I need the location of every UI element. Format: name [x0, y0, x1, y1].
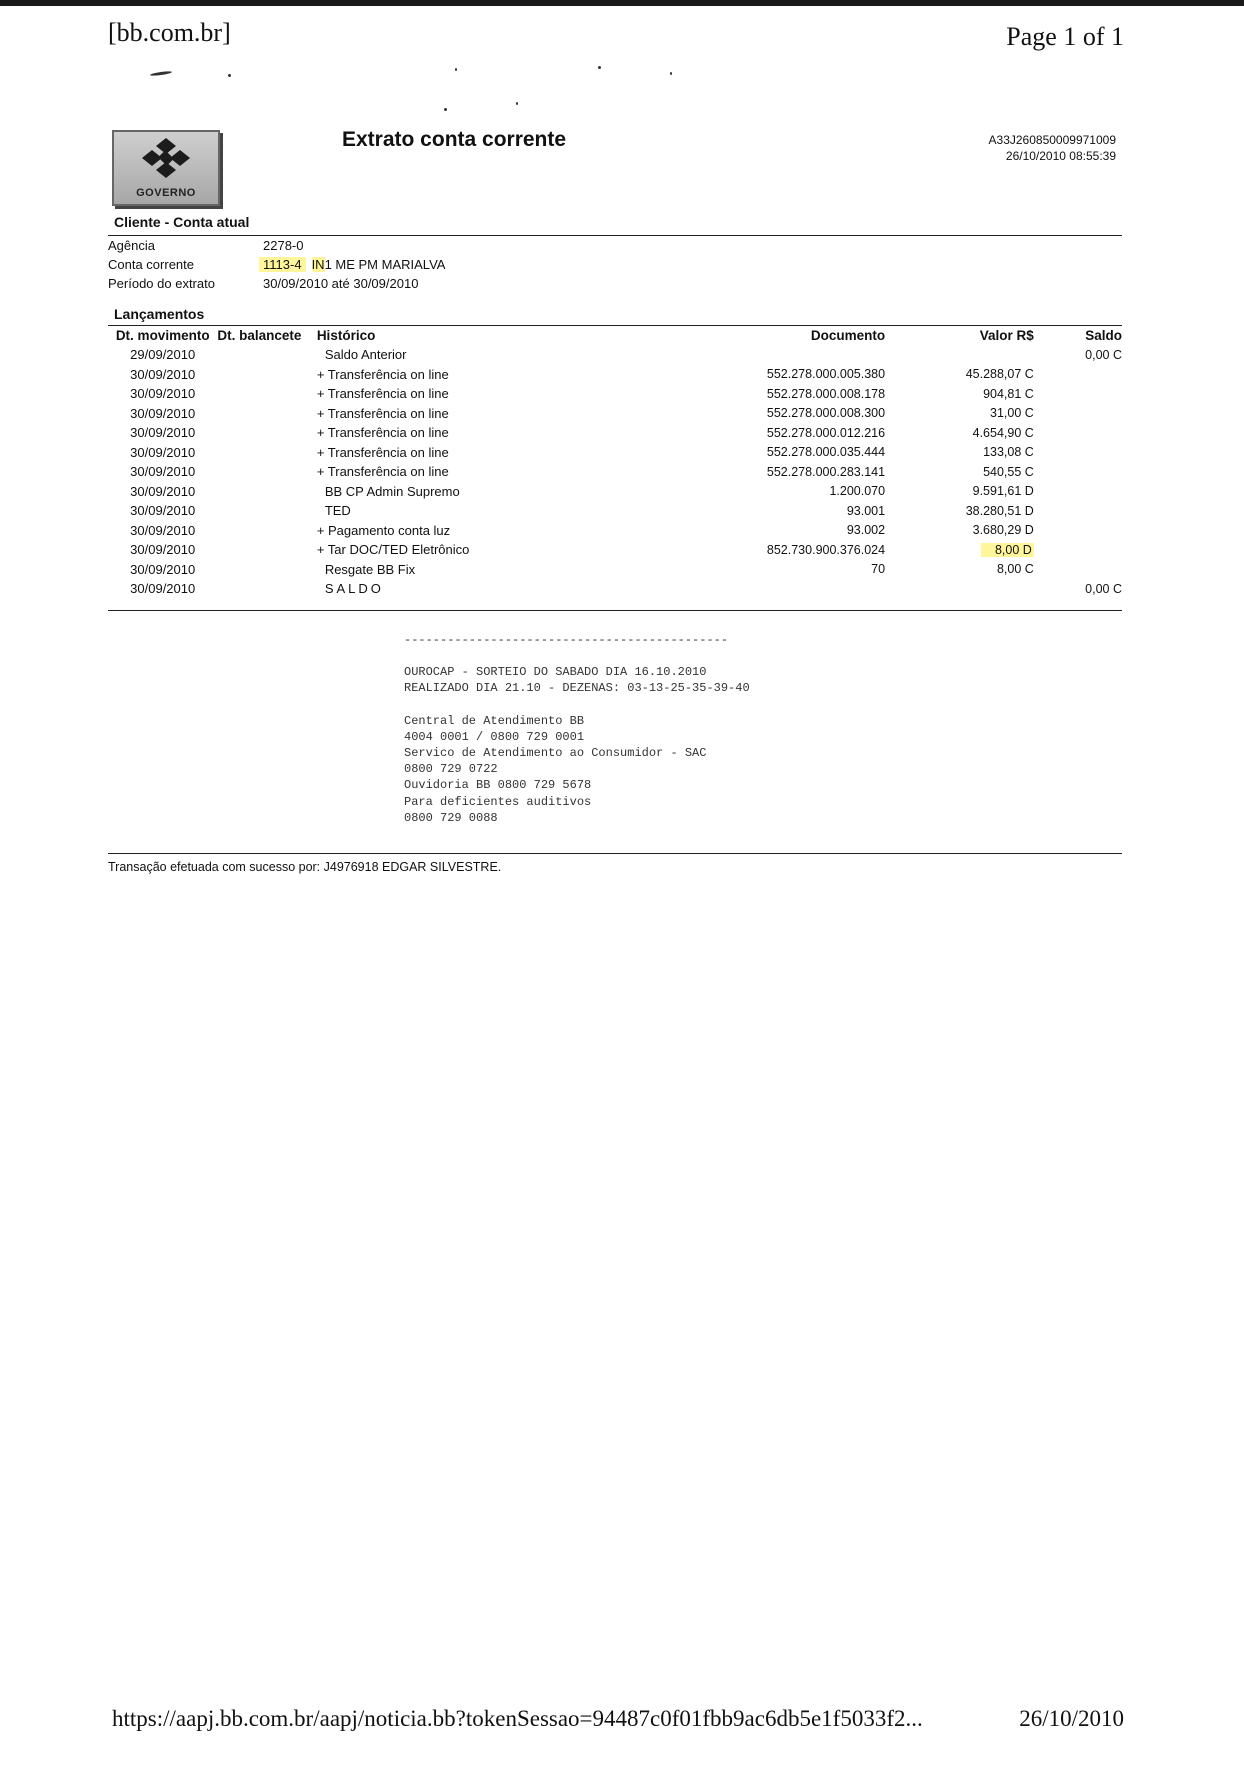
- cell-dt-balancete: [217, 579, 316, 599]
- bank-logo: [112, 130, 220, 206]
- cell-dt-balancete: [217, 560, 316, 580]
- periodo-label: Período do extrato: [108, 276, 215, 291]
- cell-documento: 552.278.000.035.444: [766, 445, 886, 460]
- cell-valor: [885, 579, 1034, 599]
- print-header-site: [bb.com.br]: [108, 18, 231, 47]
- transactions-table: [108, 326, 1122, 599]
- cell-valor: 9.591,61 D: [972, 484, 1034, 499]
- client-info: [108, 236, 445, 293]
- scan-mark: [670, 72, 672, 75]
- document-id: [989, 132, 1116, 164]
- cell-valor: 133,08 C: [983, 445, 1034, 460]
- cell-saldo: [1034, 501, 1122, 521]
- scan-mark: [516, 102, 518, 105]
- cell-historico: SALDO: [324, 581, 384, 597]
- cell-historico: Saldo Anterior: [324, 347, 407, 363]
- cell-historico: + Transferência on line: [316, 366, 449, 382]
- cell-dt-movimento: 30/09/2010: [130, 542, 196, 558]
- cell-dt-movimento: 30/09/2010: [130, 405, 196, 421]
- cell-documento: [652, 345, 885, 365]
- cell-dt-movimento: 30/09/2010: [130, 386, 196, 402]
- agencia-label: Agência: [108, 238, 155, 253]
- print-footer-url: https://aapj.bb.com.br/aapj/noticia.bb?tokenSessao=94487c0f01fbb9ac6db5e1f5033f2...: [112, 1706, 923, 1731]
- cell-dt-movimento: 30/09/2010: [130, 503, 196, 519]
- cell-documento: 552.278.000.005.380: [766, 367, 886, 382]
- table-row: [108, 482, 1122, 502]
- cell-valor: 38.280,51 D: [965, 503, 1034, 518]
- cell-documento: 552.278.000.283.141: [766, 464, 886, 479]
- cell-valor: [885, 540, 1034, 560]
- cell-saldo: [1034, 404, 1122, 424]
- lancamentos-section-title: Lançamentos: [114, 306, 205, 322]
- scan-mark: [598, 66, 601, 69]
- cell-valor: 45.288,07 C: [965, 367, 1034, 382]
- cell-valor: [885, 345, 1034, 365]
- cell-dt-movimento: 30/09/2010: [130, 464, 196, 480]
- table-row: [108, 462, 1122, 482]
- agencia-value: 2278-0: [263, 238, 304, 253]
- table-row: [108, 404, 1122, 424]
- cell-dt-movimento: 30/09/2010: [130, 522, 196, 538]
- table-row: [108, 384, 1122, 404]
- note-line: Ouvidoria BB 0800 729 5678: [404, 778, 592, 793]
- cell-valor: 4.654,90 C: [972, 425, 1034, 440]
- col-dt-balancete: Dt. balancete: [217, 328, 302, 343]
- cell-valor: 8,00 C: [996, 562, 1034, 577]
- cell-dt-balancete: [217, 462, 316, 482]
- highlighted-value: 8,00 D: [981, 543, 1034, 557]
- client-section-title: Cliente - Conta atual: [114, 214, 250, 230]
- agencia-row: [108, 236, 445, 255]
- conta-name-highlight: IN: [311, 257, 325, 272]
- cell-documento: [652, 579, 885, 599]
- conta-name: 1 ME PM MARIALVA: [324, 257, 446, 272]
- table-row: [108, 501, 1122, 521]
- cell-historico: + Transferência on line: [316, 425, 449, 441]
- cell-valor: 3.680,29 D: [972, 523, 1034, 538]
- cell-documento: 852.730.900.376.024: [766, 542, 886, 557]
- divider: [108, 610, 1122, 611]
- conta-label: Conta corrente: [108, 257, 194, 272]
- cell-dt-movimento: 30/09/2010: [130, 581, 196, 597]
- document-datetime: 26/10/2010 08:55:39: [1005, 149, 1116, 163]
- cell-dt-balancete: [217, 501, 316, 521]
- cell-documento: 552.278.000.012.216: [766, 425, 886, 440]
- scan-mark: [228, 74, 231, 77]
- note-line: OUROCAP - SORTEIO DO SABADO DIA 16.10.2010: [404, 665, 707, 680]
- note-line: REALIZADO DIA 21.10 - DEZENAS: 03-13-25-35-39-40: [404, 681, 750, 696]
- cell-dt-movimento: 29/09/2010: [130, 347, 196, 363]
- cell-historico: + Tar DOC/TED Eletrônico: [316, 542, 470, 558]
- cell-saldo: [1034, 560, 1122, 580]
- logo-text: GOVERNO: [136, 187, 196, 199]
- cell-valor: 904,81 C: [983, 386, 1034, 401]
- transaction-footer: Transação efetuada com sucesso por: J4976918 EDGAR SILVESTRE.: [108, 860, 502, 874]
- col-dt-movimento: Dt. movimento: [115, 328, 210, 343]
- cell-historico: TED: [324, 503, 351, 519]
- cell-saldo: [1034, 521, 1122, 541]
- cell-documento: 93.002: [846, 523, 886, 538]
- cell-saldo: 0,00 C: [1085, 347, 1122, 362]
- cell-valor: 31,00 C: [990, 406, 1034, 421]
- divider: [108, 853, 1122, 854]
- cell-documento: 93.001: [846, 503, 886, 518]
- cell-historico: BB CP Admin Supremo: [324, 483, 460, 499]
- cell-dt-balancete: [217, 521, 316, 541]
- table-row: [108, 443, 1122, 463]
- cell-dt-balancete: [217, 384, 316, 404]
- note-line: Para deficientes auditivos: [404, 794, 592, 809]
- col-documento: Documento: [810, 328, 886, 343]
- cell-dt-balancete: [217, 365, 316, 385]
- periodo-value: 30/09/2010 até 30/09/2010: [263, 276, 419, 291]
- note-line: 4004 0001 / 0800 729 0001: [404, 729, 585, 744]
- scan-mark: [444, 108, 447, 111]
- cell-historico: + Pagamento conta luz: [316, 522, 451, 538]
- cell-dt-balancete: [217, 443, 316, 463]
- table-row: [108, 560, 1122, 580]
- cell-dt-balancete: [217, 423, 316, 443]
- notes-separator: ---------------------------------------------: [404, 633, 729, 647]
- cell-saldo: 0,00 C: [1085, 581, 1122, 596]
- cell-historico: + Transferência on line: [316, 386, 449, 402]
- periodo-row: [108, 274, 445, 293]
- document-code: A33J260850009971009: [988, 133, 1116, 147]
- cell-dt-balancete: [217, 404, 316, 424]
- bank-logo-icon: [142, 136, 190, 180]
- page-title: Extrato conta corrente: [342, 128, 567, 151]
- table-row: [108, 521, 1122, 541]
- cell-saldo: [1034, 443, 1122, 463]
- note-line: 0800 729 0088: [404, 810, 498, 825]
- print-header-page: Page 1 of 1: [1006, 22, 1124, 51]
- table-row: [108, 365, 1122, 385]
- cell-saldo: [1034, 365, 1122, 385]
- note-line: Servico de Atendimento ao Consumidor - SAC: [404, 746, 707, 761]
- cell-historico: + Transferência on line: [316, 464, 449, 480]
- table-row: [108, 579, 1122, 599]
- cell-historico: Resgate BB Fix: [324, 561, 416, 577]
- cell-dt-movimento: 30/09/2010: [130, 366, 196, 382]
- cell-documento: 552.278.000.008.300: [766, 406, 886, 421]
- note-line: 0800 729 0722: [404, 762, 498, 777]
- note-line: Central de Atendimento BB: [404, 713, 585, 728]
- cell-valor: 540,55 C: [983, 464, 1034, 479]
- col-historico: Histórico: [316, 328, 376, 343]
- cell-saldo: [1034, 482, 1122, 502]
- scan-mark: [150, 70, 172, 76]
- conta-row: [108, 255, 445, 274]
- cell-saldo: [1034, 540, 1122, 560]
- cell-dt-movimento: 30/09/2010: [130, 444, 196, 460]
- conta-number: 1113-4: [259, 257, 306, 272]
- cell-dt-movimento: 30/09/2010: [130, 483, 196, 499]
- cell-dt-balancete: [217, 345, 316, 365]
- cell-dt-movimento: 30/09/2010: [130, 561, 196, 577]
- cell-documento: 70: [871, 562, 886, 577]
- cell-dt-balancete: [217, 540, 316, 560]
- cell-historico: + Transferência on line: [316, 405, 449, 421]
- cell-historico: + Transferência on line: [316, 444, 449, 460]
- table-header-row: [108, 326, 1122, 345]
- cell-documento: 1.200.070: [829, 484, 886, 499]
- cell-saldo: [1034, 462, 1122, 482]
- scan-mark: [455, 68, 457, 71]
- scan-top-border: [0, 0, 1244, 6]
- note-line: [404, 697, 750, 713]
- table-row: [108, 540, 1122, 560]
- print-footer-date: 26/10/2010: [1019, 1706, 1124, 1731]
- cell-dt-movimento: 30/09/2010: [130, 425, 196, 441]
- col-valor: Valor R$: [979, 328, 1034, 343]
- notes-block: [404, 632, 750, 826]
- table-row: [108, 423, 1122, 443]
- table-row: [108, 345, 1122, 365]
- cell-documento: 552.278.000.008.178: [766, 386, 886, 401]
- cell-saldo: [1034, 423, 1122, 443]
- cell-dt-balancete: [217, 482, 316, 502]
- col-saldo: Saldo: [1085, 328, 1122, 343]
- cell-saldo: [1034, 384, 1122, 404]
